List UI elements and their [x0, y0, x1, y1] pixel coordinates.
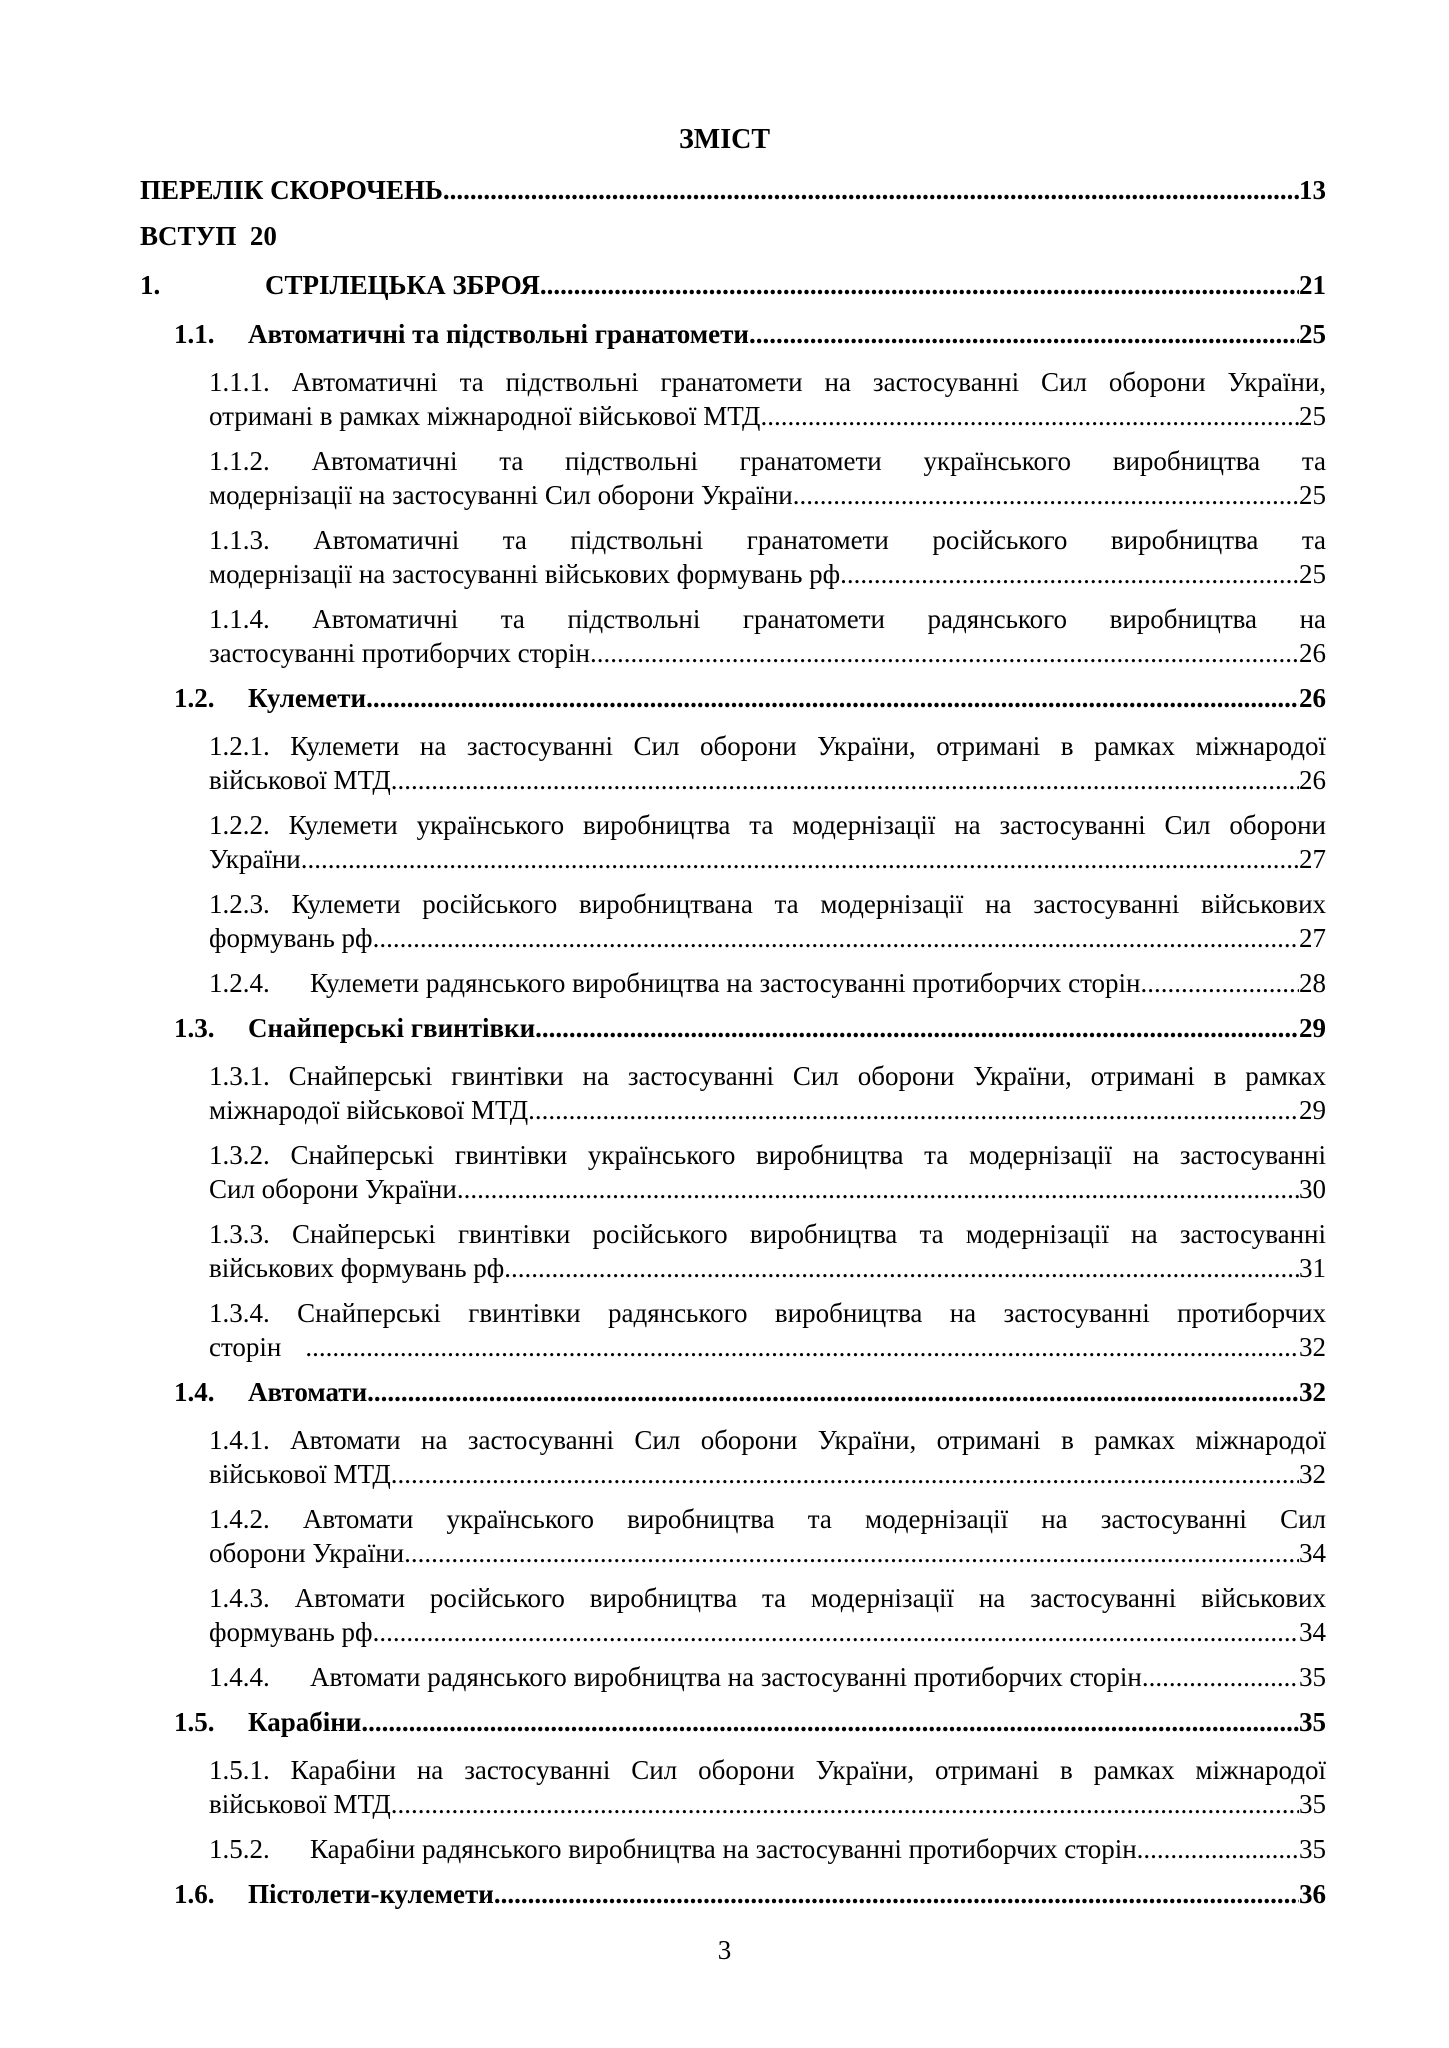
dot-leader	[1137, 1832, 1299, 1866]
toc-entry-title-line1: Снайперські гвинтівки радянського виробництва на застосуванні протиборчих	[297, 1298, 1327, 1328]
dot-leader	[793, 478, 1299, 512]
dot-leader	[391, 1457, 1299, 1491]
toc-entry-number: 1.1.4.	[209, 604, 270, 634]
toc-entry-number: 1.5.1.	[209, 1755, 270, 1785]
dot-leader	[366, 681, 1299, 715]
toc-entry-title: Автомати радянського виробництва на застосуванні протиборчих сторін	[310, 1662, 1142, 1692]
toc-page-number: 34	[1299, 1538, 1326, 1568]
dot-leader	[404, 1536, 1299, 1570]
dot-leader	[1140, 966, 1299, 1000]
toc-entry-number: 1.2.1.	[209, 731, 270, 761]
toc-entry-1-3[interactable]	[174, 1011, 1326, 1045]
toc-entry-title-line1: Кулемети російського виробництвана та модернізації на застосуванні військових	[291, 889, 1327, 919]
toc-entry-number: 1.3.	[174, 1013, 215, 1043]
toc-entry-number: 1.5.	[174, 1707, 215, 1737]
toc-entry-title-line1: Автоматичні та підствольні гранатомети українського виробництва та	[311, 446, 1326, 476]
toc-entry-number: 1.4.	[174, 1377, 215, 1407]
toc-page-number: 26	[1299, 765, 1326, 795]
toc-entry-title: Кулемети радянського виробництва на застосуванні протиборчих сторін	[310, 968, 1141, 998]
dot-leader	[457, 1172, 1299, 1206]
toc-page-number: 29	[1299, 1095, 1326, 1125]
toc-page-number: 27	[1299, 923, 1326, 953]
toc-entry-title: Кулемети	[248, 683, 367, 713]
dot-leader	[391, 1787, 1299, 1821]
toc-entry-1-2[interactable]	[174, 681, 1326, 715]
dot-leader	[373, 1615, 1299, 1649]
toc-entry-number: 1.6.	[174, 1879, 215, 1909]
toc-entry-abbreviations[interactable]	[140, 173, 1326, 207]
toc-entry-title-line2: міжнародої військової МТД	[209, 1095, 529, 1125]
toc-entry-number: 1.1.3.	[209, 525, 270, 555]
toc-entry-title-line1: Кулемети українського виробництва та модернізації на застосуванні Сил оборони	[288, 810, 1326, 840]
dot-leader	[1142, 1660, 1299, 1694]
toc-entry-title-line2: військових формувань рф	[209, 1253, 505, 1283]
page-number: 3	[717, 1935, 732, 1965]
toc-entry-1-1[interactable]	[174, 317, 1326, 351]
toc-entry-title-line1: Карабіни на застосуванні Сил оборони України, отримані в рамках міжнародої	[290, 1755, 1326, 1785]
toc-entry-title: Карабіни	[248, 1707, 362, 1737]
toc-page-number: 35	[1299, 1834, 1326, 1864]
toc-entry-title-line2: модернізації на застосуванні військових формувань рф	[209, 559, 841, 589]
toc-entry-title: Автомати	[248, 1377, 368, 1407]
toc-entry-number: 1.2.3.	[209, 889, 270, 919]
toc-entry-title: Автоматичні та підствольні гранатомети	[248, 319, 749, 349]
dot-leader	[367, 1375, 1299, 1409]
toc-entry-title-line2: формувань рф	[209, 923, 373, 953]
toc-entry-1-5-2[interactable]	[209, 1832, 1326, 1866]
toc-entry-number: 1.1.2.	[209, 446, 270, 476]
toc-entry-number: 1.3.3.	[209, 1219, 270, 1249]
toc-entry-title-line2: військової МТД	[209, 765, 391, 795]
dot-leader	[540, 268, 1299, 302]
toc-entry-title: СТРІЛЕЦЬКА ЗБРОЯ	[265, 270, 540, 300]
dot-leader	[301, 842, 1299, 876]
toc-entry-title-line2: України	[209, 844, 301, 874]
toc-page-number: 25	[1299, 480, 1326, 510]
dot-leader	[504, 1251, 1299, 1285]
toc-entry-number: 1.2.	[174, 683, 215, 713]
toc-entry-title-line1: Автоматичні та підствольні гранатомети російського виробництва та	[313, 525, 1326, 555]
dot-leader	[590, 636, 1299, 670]
toc-entry-title-line2: модернізації на застосуванні Сил оборони України	[209, 480, 793, 510]
toc-entry-title-line2: отримані в рамках міжнародної військової МТД	[209, 401, 761, 431]
toc-entry-number: 1.2.4.	[209, 968, 270, 998]
toc-entry-number: 1.5.2.	[209, 1834, 270, 1864]
dot-leader	[749, 317, 1299, 351]
toc-entry-title-line1: Автомати на застосуванні Сил оборони України, отримані в рамках міжнародої	[290, 1425, 1327, 1455]
toc-entry-number: 1.1.	[174, 319, 215, 349]
toc-page-number: 35	[1299, 1789, 1326, 1819]
dot-leader	[443, 173, 1299, 207]
toc-entry-1-4[interactable]	[174, 1375, 1326, 1409]
toc-entry-number: 1.2.2.	[209, 810, 270, 840]
toc-entry-title-line1: Снайперські гвинтівки українського виробництва та модернізації на застосуванні	[290, 1140, 1326, 1170]
toc-entry-title-line1: Автоматичні та підствольні гранатомети на застосуванні Сил оборони України,	[291, 367, 1327, 397]
dot-leader	[840, 557, 1299, 591]
toc-entry-title-line1: Снайперські гвинтівки російського виробництва та модернізації на застосуванні	[291, 1219, 1326, 1249]
toc-page-number: 32	[1299, 1332, 1326, 1362]
toc-entry-1-2-4[interactable]	[209, 966, 1326, 1000]
dot-leader	[305, 1330, 1299, 1364]
toc-page-number: 28	[1299, 968, 1326, 998]
toc-entry-1-6[interactable]	[174, 1877, 1326, 1911]
dot-leader	[528, 1093, 1299, 1127]
toc-page-number: 26	[1299, 683, 1326, 713]
toc-page-number: 29	[1299, 1013, 1326, 1043]
toc-page-number: 13	[1299, 175, 1326, 205]
toc-entry-introduction[interactable]	[140, 219, 1326, 253]
toc-page-number: 34	[1299, 1617, 1326, 1647]
dot-leader	[391, 763, 1299, 797]
toc-page-number: 25	[1299, 319, 1326, 349]
toc-entry-number: 1.4.3.	[209, 1583, 270, 1613]
toc-entry-number: 1.4.4.	[209, 1662, 270, 1692]
toc-entry-title-line2: формувань рф	[209, 1617, 373, 1647]
toc-entry-title: Карабіни радянського виробництва на застосуванні протиборчих сторін	[310, 1834, 1137, 1864]
toc-page-number: 27	[1299, 844, 1326, 874]
toc-title: ЗМІСТ	[679, 124, 770, 155]
toc-page-number: 32	[1299, 1459, 1326, 1489]
toc-entry-title-line2: застосуванні протиборчих сторін	[209, 638, 590, 668]
toc-page-number: 25	[1299, 559, 1326, 589]
toc-entry-title-line1: Снайперські гвинтівки на застосуванні Сил оборони України, отримані в рамках	[288, 1061, 1327, 1091]
toc-entry-title: Снайперські гвинтівки	[248, 1013, 536, 1043]
toc-entry-title: ПЕРЕЛІК СКОРОЧЕНЬ	[140, 175, 443, 205]
toc-page-number: 30	[1299, 1174, 1326, 1204]
toc-page-number: 31	[1299, 1253, 1326, 1283]
dot-leader	[494, 1877, 1299, 1911]
toc-entry-number: 1.3.2.	[209, 1140, 270, 1170]
toc-entry-number: 1.4.1.	[209, 1425, 270, 1455]
toc-entry-title-line1: Кулемети на застосуванні Сил оборони України, отримані в рамках міжнародої	[290, 731, 1327, 761]
toc-entry-section-1[interactable]	[140, 268, 1326, 302]
toc-entry-1-4-4[interactable]	[209, 1660, 1326, 1694]
dot-leader	[373, 921, 1299, 955]
toc-entry-title-line2: військової МТД	[209, 1459, 391, 1489]
toc-page-number: 25	[1299, 401, 1326, 431]
dot-leader	[535, 1011, 1299, 1045]
toc-page-number: 26	[1299, 638, 1326, 668]
toc-page-number: 32	[1299, 1377, 1326, 1407]
dot-leader	[760, 399, 1299, 433]
toc-entry-title-line2: Сил оборони України	[209, 1174, 457, 1204]
toc-entry-title-line2: оборони України	[209, 1538, 405, 1568]
toc-entry-title-line2: сторін	[209, 1332, 282, 1362]
toc-page-number: 35	[1299, 1707, 1326, 1737]
toc-entry-number: 1.1.1.	[209, 367, 270, 397]
toc-entry-title: Пістолети-кулемети	[248, 1879, 494, 1909]
toc-entry-number: 1.4.2.	[209, 1504, 270, 1534]
toc-entry-number: 1.	[140, 270, 161, 300]
toc-page-number: 35	[1299, 1662, 1326, 1692]
toc-page-number: 36	[1299, 1879, 1326, 1909]
toc-entry-title: ВСТУП 20	[140, 221, 277, 251]
toc-entry-title-line1: Автомати українського виробництва та модернізації на застосуванні Сил	[302, 1504, 1327, 1534]
toc-entry-number: 1.3.4.	[209, 1298, 270, 1328]
toc-entry-number: 1.3.1.	[209, 1061, 270, 1091]
toc-entry-title-line2: військової МТД	[209, 1789, 391, 1819]
dot-leader	[361, 1705, 1299, 1739]
toc-entry-1-5[interactable]	[174, 1705, 1326, 1739]
toc-entry-title-line1: Автомати російського виробництва та модернізації на застосуванні військових	[294, 1583, 1327, 1613]
toc-page-number: 21	[1299, 270, 1326, 300]
toc-entry-title-line1: Автоматичні та підствольні гранатомети радянського виробництва на	[312, 604, 1327, 634]
